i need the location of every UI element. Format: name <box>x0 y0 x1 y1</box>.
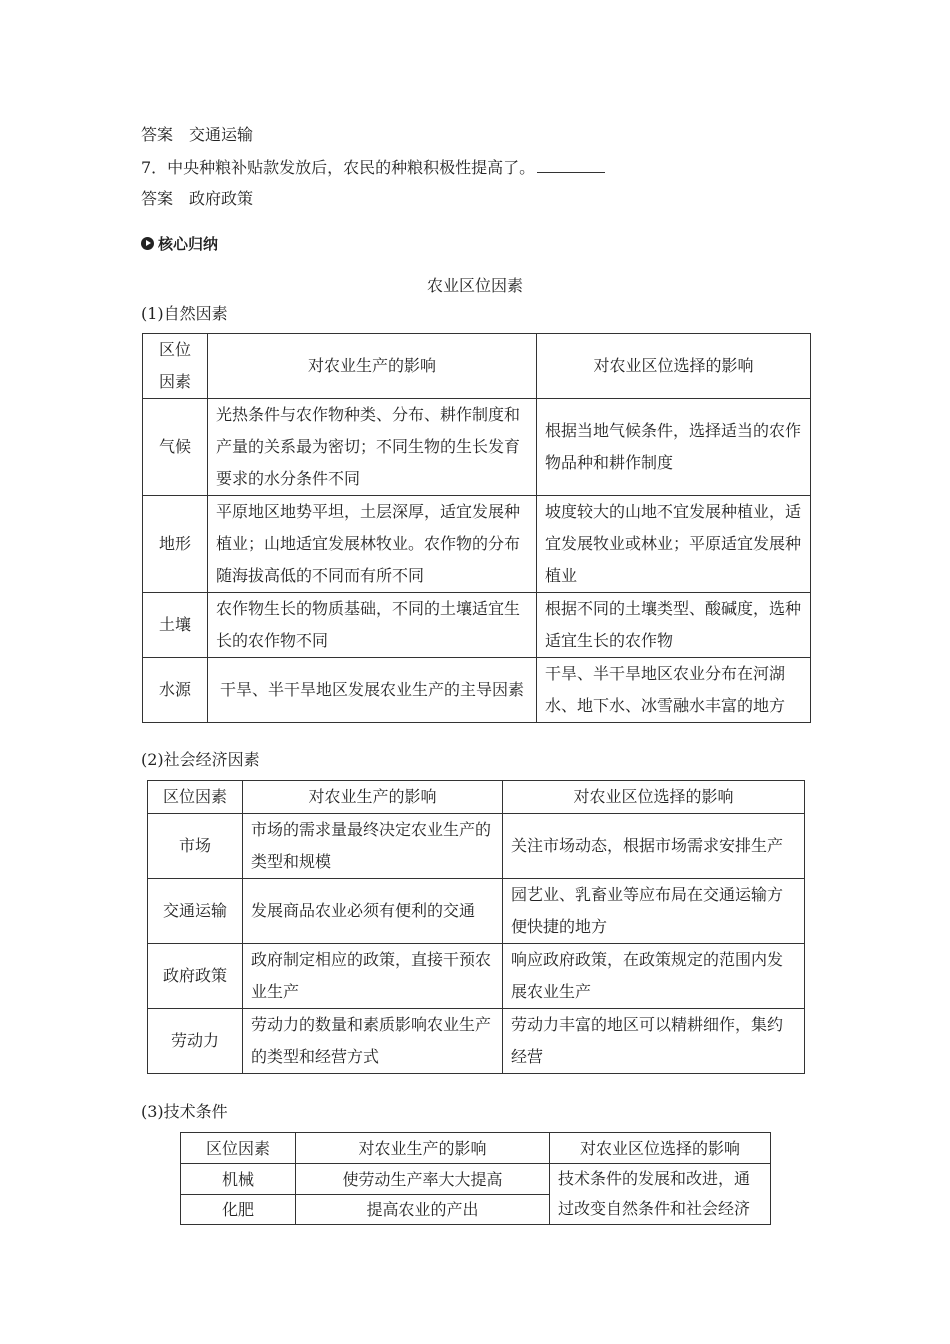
factor-cell: 劳动力 <box>148 1009 243 1074</box>
social-heading: (2)社会经济因素 <box>141 750 260 769</box>
choice-cell: 关注市场动态，根据市场需求安排生产 <box>503 814 805 879</box>
factor-cell: 政府政策 <box>148 944 243 1009</box>
header-choice: 对农业区位选择的影响 <box>550 1133 771 1164</box>
header-factor <box>143 334 208 399</box>
natural-factors-table <box>142 333 811 723</box>
social-factors-table <box>147 780 805 1074</box>
factor-cell: 机械 <box>181 1164 296 1195</box>
header-choice: 对农业区位选择的影响 <box>503 781 805 814</box>
header-factor: 区位因素 <box>148 781 243 814</box>
choice-cell: 根据不同的土壤类型、酸碱度，选种适宜生长的农作物 <box>537 593 811 658</box>
table-header-row <box>181 1133 771 1164</box>
header-factor: 区位因素 <box>181 1133 296 1164</box>
natural-heading: (1)自然因素 <box>141 304 228 323</box>
factor-cell: 交通运输 <box>148 879 243 944</box>
header-choice: 对农业区位选择的影响 <box>537 334 811 399</box>
production-cell: 农作物生长的物质基础，不同的土壤适宜生长的农作物不同 <box>208 593 537 658</box>
choice-cell: 园艺业、乳畜业等应布局在交通运输方便快捷的地方 <box>503 879 805 944</box>
choice-cell: 干旱、半干旱地区农业分布在河湖水、地下水、冰雪融水丰富的地方 <box>537 658 811 723</box>
table-row <box>148 814 805 879</box>
question-7 <box>141 157 605 179</box>
factor-cell: 气候 <box>143 399 208 496</box>
factor-cell: 市场 <box>148 814 243 879</box>
table-row <box>148 944 805 1009</box>
factor-cell: 地形 <box>143 496 208 593</box>
production-cell: 使劳动生产率大大提高 <box>296 1164 550 1195</box>
table-row <box>148 1009 805 1074</box>
production-cell: 提高农业的产出 <box>296 1195 550 1225</box>
table-header-row <box>148 781 805 814</box>
table-row <box>143 496 811 593</box>
production-cell: 光热条件与农作物种类、分布、耕作制度和产量的关系最为密切；不同生物的生长发育要求的水分条件不同 <box>208 399 537 496</box>
choice-cell: 劳动力丰富的地区可以精耕细作，集约经营 <box>503 1009 805 1074</box>
header-factor-line2: 因素 <box>158 372 191 391</box>
table-row <box>148 879 805 944</box>
production-cell: 市场的需求量最终决定农业生产的类型和规模 <box>243 814 503 879</box>
question-7-text: 7．中央种粮补贴款发放后，农民的种粮积极性提高了。 <box>141 158 536 177</box>
section-heading <box>141 233 218 254</box>
table-row <box>143 658 811 723</box>
table-row <box>181 1164 771 1195</box>
production-cell: 平原地区地势平坦，土层深厚，适宜发展种植业；山地适宜发展林牧业。农作物的分布随海拔高低的不同而有所不同 <box>208 496 537 593</box>
choice-cell: 坡度较大的山地不宜发展种植业，适宜发展牧业或林业；平原适宜发展种植业 <box>537 496 811 593</box>
answer-7: 答案 政府政策 <box>141 189 254 208</box>
header-production: 对农业生产的影响 <box>296 1133 550 1164</box>
answer-6: 答案 交通运输 <box>141 125 254 144</box>
header-production: 对农业生产的影响 <box>243 781 503 814</box>
factor-cell: 水源 <box>143 658 208 723</box>
choice-cell: 根据当地气候条件，选择适当的农作物品种和耕作制度 <box>537 399 811 496</box>
production-cell: 发展商品农业必须有便利的交通 <box>243 879 503 944</box>
section-title: 核心归纳 <box>158 235 219 253</box>
header-factor-line1: 区位 <box>158 340 191 359</box>
table-row <box>143 399 811 496</box>
play-circle-icon <box>141 237 154 250</box>
main-title: 农业区位因素 <box>426 276 523 295</box>
factor-cell: 土壤 <box>143 593 208 658</box>
tech-heading: (3)技术条件 <box>141 1102 228 1121</box>
table-header-row <box>143 334 811 399</box>
table-row <box>143 593 811 658</box>
production-cell: 政府制定相应的政策，直接干预农业生产 <box>243 944 503 1009</box>
tech-factors-table <box>180 1132 771 1225</box>
production-cell: 干旱、半干旱地区发展农业生产的主导因素 <box>208 658 537 723</box>
header-production: 对农业生产的影响 <box>208 334 537 399</box>
choice-cell: 响应政府政策，在政策规定的范围内发展农业生产 <box>503 944 805 1009</box>
answer-blank <box>537 158 605 173</box>
choice-cell-merged: 技术条件的发展和改进，通过改变自然条件和社会经济 <box>550 1164 771 1225</box>
factor-cell: 化肥 <box>181 1195 296 1225</box>
production-cell: 劳动力的数量和素质影响农业生产的类型和经营方式 <box>243 1009 503 1074</box>
